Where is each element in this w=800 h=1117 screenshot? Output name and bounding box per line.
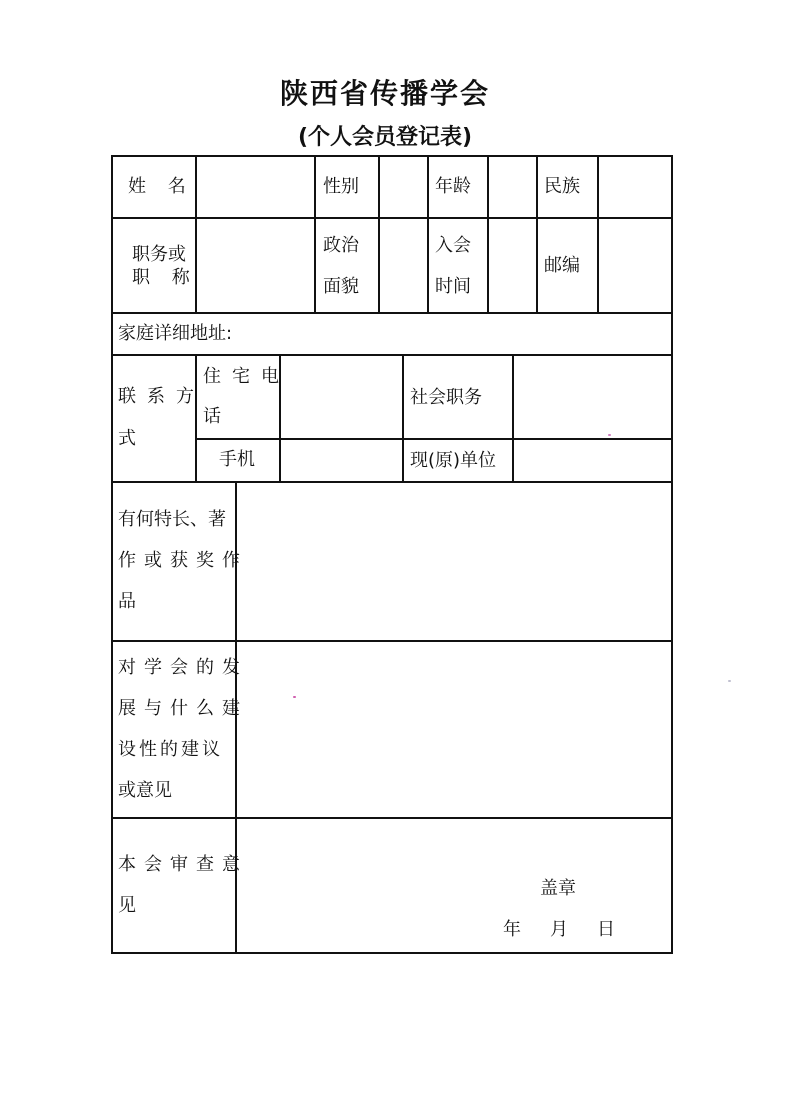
scan-speck — [293, 696, 296, 698]
political-label: 面貌 — [323, 276, 359, 297]
address-label: 家庭详细地址: — [118, 323, 233, 344]
table-border-right — [671, 155, 673, 953]
home-phone-label: 住宅电 — [203, 366, 290, 387]
scan-speck — [608, 434, 611, 436]
table-line — [427, 155, 429, 312]
specialty-label: 作或获奖作 — [118, 550, 248, 571]
table-line — [536, 155, 538, 312]
join-time-label: 入会 — [435, 235, 471, 256]
table-line — [111, 312, 673, 314]
review-label: 见 — [118, 895, 136, 916]
join-time-label: 时间 — [435, 276, 471, 297]
specialty-label: 有何特长、著 — [118, 509, 226, 530]
name-label: 姓 名 — [128, 176, 194, 197]
table-line — [487, 155, 489, 312]
seal-label: 盖章 — [540, 878, 576, 899]
table-line — [402, 354, 404, 481]
date-month: 月 — [550, 919, 568, 940]
gender-label: 性别 — [323, 176, 359, 197]
ethnicity-label: 民族 — [544, 176, 580, 197]
form-subtitle: (个人会员登记表) — [297, 125, 473, 150]
table-line — [512, 354, 514, 481]
form-title: 陕西省传播学会 — [279, 77, 490, 110]
date-day: 日 — [597, 919, 615, 940]
scan-speck — [728, 680, 731, 682]
table-line — [111, 817, 673, 819]
table-line — [597, 155, 599, 312]
suggestion-label: 展与什么建 — [118, 698, 248, 719]
table-line — [111, 640, 673, 642]
table-line — [196, 438, 673, 440]
suggestion-label: 或意见 — [118, 780, 172, 801]
position-label: 职 称 — [132, 267, 198, 288]
table-line — [111, 481, 673, 483]
review-label: 本会审查意 — [118, 854, 248, 875]
table-line — [378, 155, 380, 312]
social-duty-label: 社会职务 — [410, 387, 482, 408]
unit-label: 现(原)单位 — [410, 450, 497, 471]
age-label: 年龄 — [435, 176, 471, 197]
suggestion-label: 设性的建议 — [118, 739, 223, 760]
home-phone-label: 话 — [203, 406, 221, 427]
contact-label: 式 — [118, 428, 136, 449]
contact-label: 联系方 — [118, 386, 205, 407]
table-line — [314, 155, 316, 312]
table-border-bottom — [111, 952, 673, 954]
table-line — [195, 354, 197, 481]
position-label: 职务或 — [132, 244, 186, 265]
table-line — [195, 155, 197, 312]
specialty-label: 品 — [118, 591, 136, 612]
postcode-label: 邮编 — [544, 255, 580, 276]
mobile-label: 手机 — [219, 449, 255, 470]
political-label: 政治 — [323, 235, 359, 256]
suggestion-label: 对学会的发 — [118, 657, 248, 678]
table-border-left — [111, 155, 113, 953]
date-year: 年 — [503, 919, 521, 940]
